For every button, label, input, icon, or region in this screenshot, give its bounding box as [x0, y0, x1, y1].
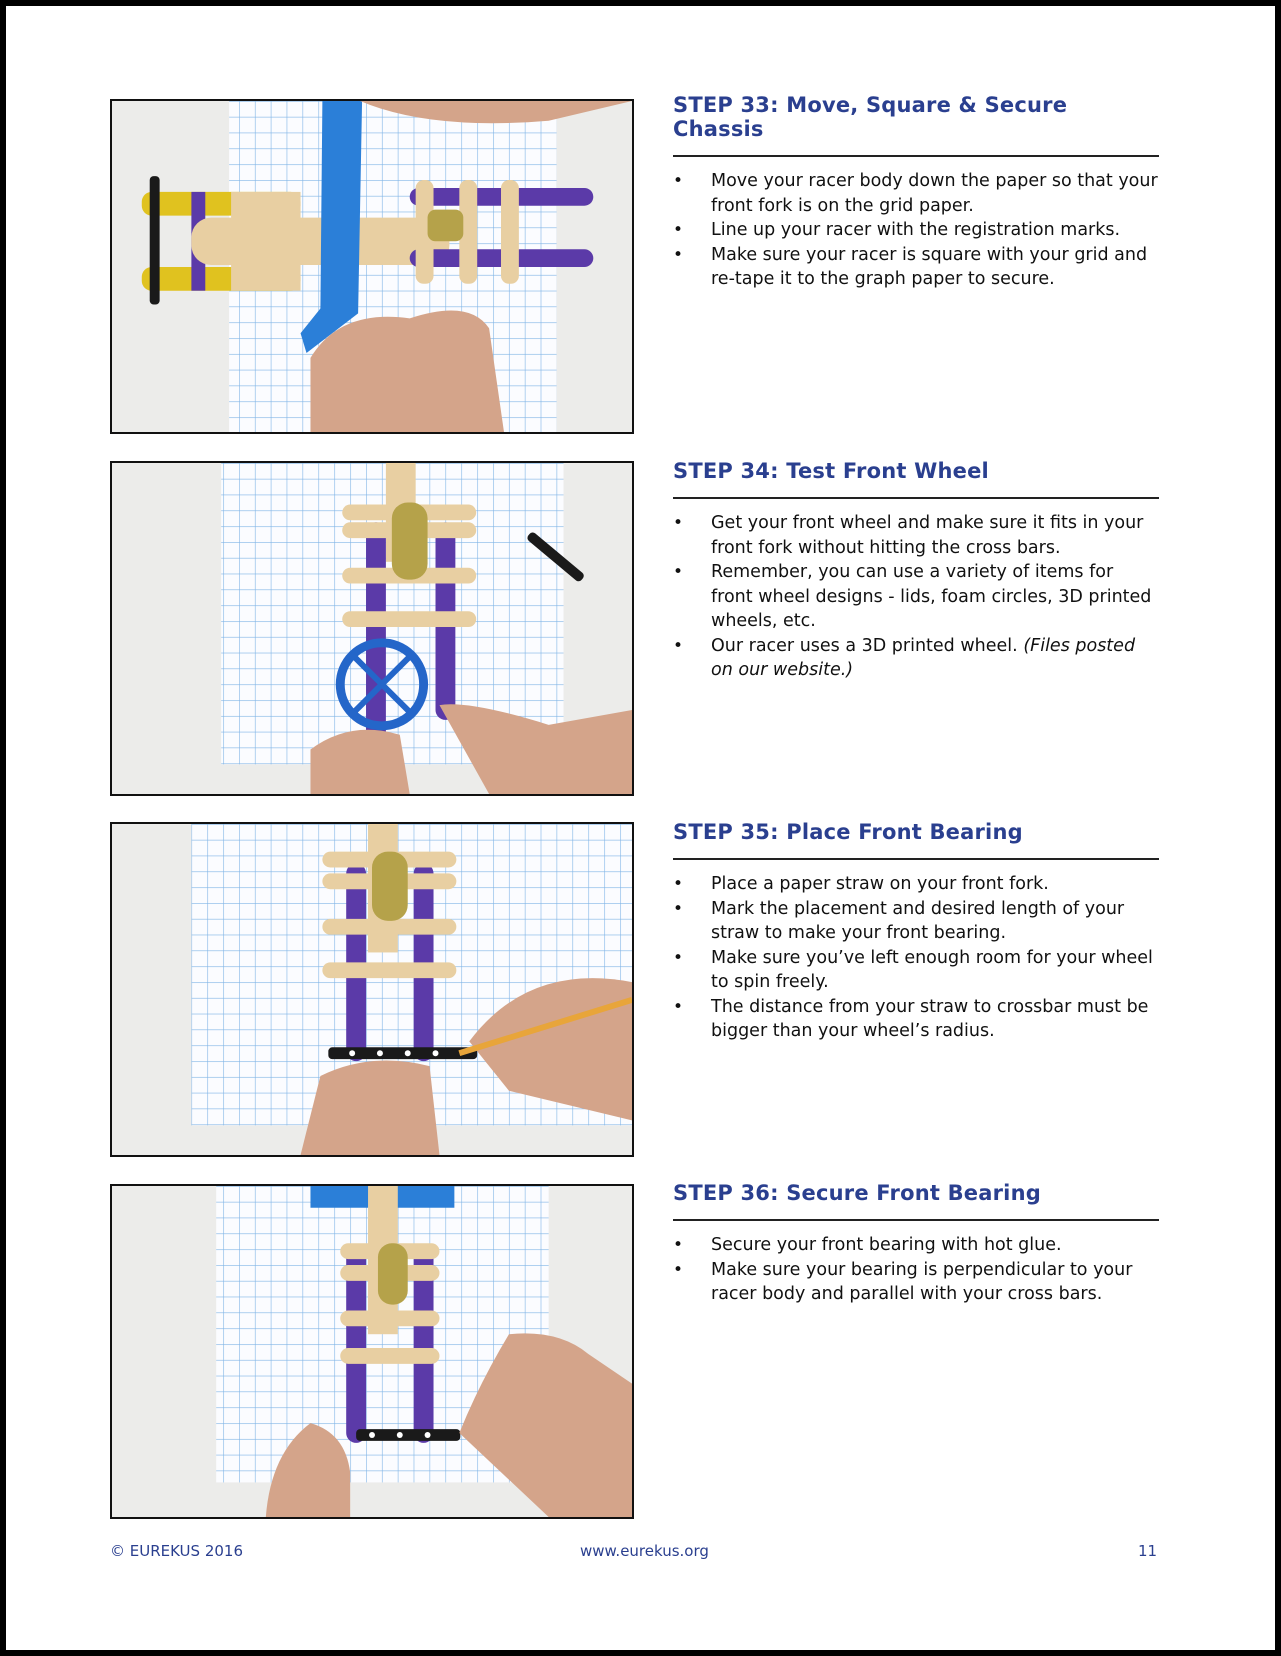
step-36-bullets	[673, 1233, 1159, 1307]
step-35-photo	[110, 822, 634, 1157]
list-item: • Make sure you’ve left enough room for your wheel to spin freely.	[673, 946, 1159, 995]
step-36-photo	[110, 1184, 634, 1519]
list-item: • Move your racer body down the paper so that your front fork is on the grid paper.	[673, 169, 1159, 218]
step-35-text	[673, 820, 1159, 1044]
footer-page-number: 11	[1138, 1542, 1158, 1560]
footer-copyright: © EUREKUS 2016	[110, 1542, 244, 1560]
list-item: • Make sure your racer is square with your grid and re-tape it to the graph paper to secure.	[673, 243, 1159, 292]
footer-website-link[interactable]: www.eurekus.org	[580, 1542, 709, 1560]
list-item: • Secure your front bearing with hot glue.	[673, 1233, 1159, 1258]
list-item: • Place a paper straw on your front fork.	[673, 872, 1159, 897]
files-note: (Files posted on our website.)	[711, 635, 1136, 680]
list-item	[673, 634, 1159, 683]
step-34-text	[673, 459, 1159, 683]
step-35-title: STEP 35: Place Front Bearing	[673, 820, 1159, 860]
list-item: • Mark the placement and desired length of your straw to make your front bearing.	[673, 897, 1159, 946]
step-33-title: STEP 33: Move, Square & Secure Chassis	[673, 93, 1159, 157]
step-36-text	[673, 1181, 1159, 1307]
step-33-photo	[110, 99, 634, 434]
list-item: • Line up your racer with the registration marks.	[673, 218, 1159, 243]
step-34-photo	[110, 461, 634, 796]
step-34-bullets	[673, 511, 1159, 683]
step-33-text	[673, 93, 1159, 292]
list-item: • The distance from your straw to crossbar must be bigger than your wheel’s radius.	[673, 995, 1159, 1044]
step-36-title: STEP 36: Secure Front Bearing	[673, 1181, 1159, 1221]
list-item: • Remember, you can use a variety of items for front wheel designs - lids, foam circles, 3D printed wheels, etc.	[673, 560, 1159, 634]
list-item-text: Our racer uses a 3D printed wheel.	[711, 635, 1018, 656]
list-item: • Get your front wheel and make sure it fits in your front fork without hitting the cross bars.	[673, 511, 1159, 560]
list-item: • Make sure your bearing is perpendicular to your racer body and parallel with your cross bars.	[673, 1258, 1159, 1307]
step-35-bullets	[673, 872, 1159, 1044]
step-34-title: STEP 34: Test Front Wheel	[673, 459, 1159, 499]
step-33-bullets	[673, 169, 1159, 292]
